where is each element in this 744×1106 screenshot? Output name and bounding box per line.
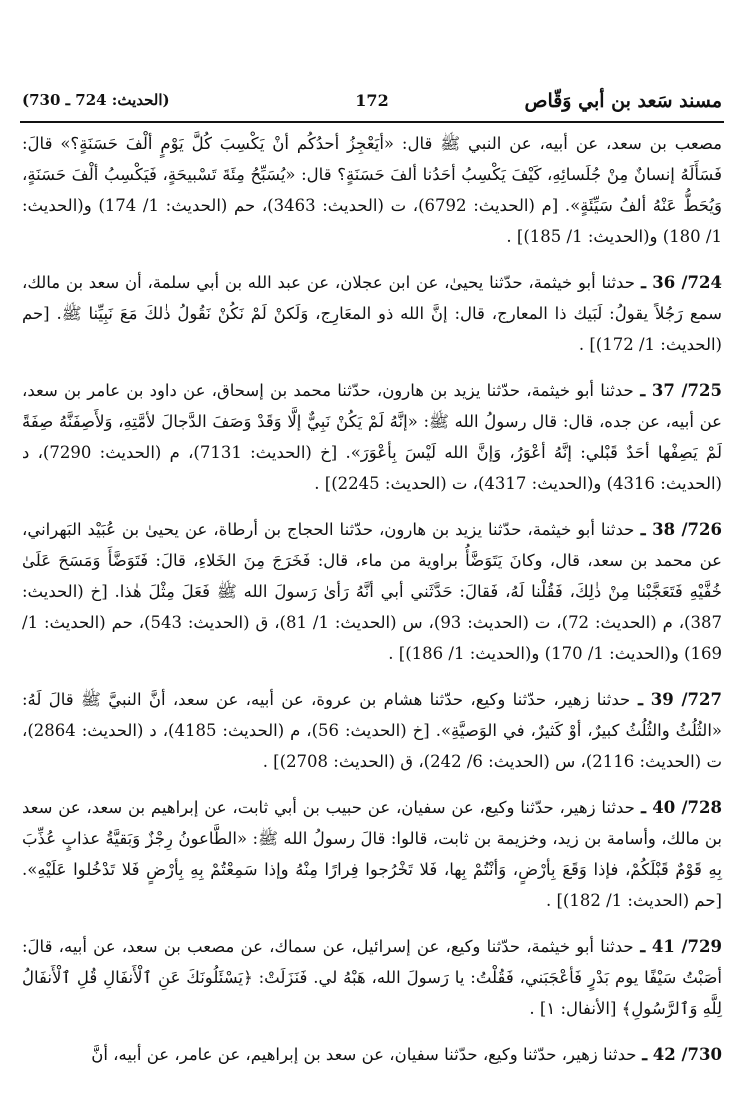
hadith-text: حدثنا أبو خيثمة، حدّثنا يزيد بن هارون، حدّثنا الحجاج بن أرطاة، عن يحيىٰ بن عُبَيْد البَهراني، عن محمد بن سعد، قال، وكانَ يَتَوَضَّأُ براوية من ماء، قال: فَخَرَجَ مِنَ الخَلاءِ، قالَ: فَتَوَضَّأَ وَمَسَحَ عَلَىٰ خُفَّيْهِ فَتَعَجَّبْنا مِنْ ذٰلِكَ، فَقُلْنا لَهُ، فَقالَ: حَدَّثَني أبي أنَّهُ رَأىٰ رَسولَ الله ﷺ فَعَلَ مِثْلَ هٰذا. [خ (الحديث: 387)، م (الحديث: 72)، ت (الحديث: 93)، س (الحديث: 1/ 81)، ق (الحديث: 543)، حم (الحديث: 1/ 169) و(الحديث: 1/ 170) و(الحديث: 1/ 186)] . (22, 520, 722, 663)
number-separator: ـ (633, 381, 652, 400)
number-separator: ـ (634, 273, 653, 292)
number-separator: ـ (633, 937, 652, 956)
page-body (22, 128, 722, 1070)
book-title: مسند سَعد بن أبي وَقّاص (524, 90, 722, 112)
number-separator: ـ (634, 520, 653, 539)
hadith-paragraph-730 (22, 1039, 722, 1070)
hadith-number: 725/ 37 (651, 381, 722, 400)
hadith-range: (الحديث: 724 ـ 730) (22, 91, 170, 109)
hadith-paragraph-724 (22, 267, 722, 360)
hadith-paragraph-729 (22, 931, 722, 1024)
hadith-paragraph-726 (22, 514, 722, 669)
hadith-text: حدثنا زهير، حدّثنا وكيع، حدّثنا هشام بن عروة، عن أبيه، عن سعد، أنَّ النبيَّ ﷺ قالَ لَهُ: «الثُلُثُ والثُلُثُ كبيرٌ، أوْ كَثيرٌ، في الوَصيَّةِ». [خ (الحديث: 56)، م (الحديث: 4185)، د (الحديث: 2864)، ت (الحديث: 2116)، س (الحديث: 6/ 242)، ق (الحديث: 2708)] . (22, 690, 722, 771)
header-rule (20, 121, 724, 123)
number-separator: ـ (630, 690, 651, 709)
hadith-text: حدثنا زهير، حدّثنا وكيع، حدّثنا سفيان، عن سعد بن إبراهيم، عن عامر، عن أبيه، أنَّ (91, 1045, 637, 1064)
page-header (22, 88, 722, 116)
hadith-number: 724/ 36 (652, 273, 722, 292)
hadith-paragraph-725 (22, 375, 722, 499)
hadith-number: 728/ 40 (652, 798, 722, 817)
hadith-number: 729/ 41 (651, 937, 722, 956)
hadith-text: حدثنا زهير، حدّثنا وكيع، عن سفيان، عن حبيب بن أبي ثابت، عن إبراهيم بن سعد، عن سعد بن مالك، وأسامة بن زيد، وخزيمة بن ثابت، قالوا: قالَ رسولُ الله ﷺ: «الطَّاعونُ رِجْزٌ وَبَقيَّةُ عذابٍ عُذِّبَ بِهِ قَوْمٌ قَبْلَكُمْ، فإذا وَقَعَ بِأرْضٍ، وَأنْتُمْ بِها، فَلا تَخْرُجوا فِرارًا مِنْهُ وإذا سَمِعْتُمْ بِهِ بِأرْضٍ فَلا تَدْخُلوا عَلَيْهِ». [حم (الحديث: 1/ 182)] . (22, 798, 722, 910)
hadith-paragraph-727 (22, 684, 722, 777)
hadith-paragraph-728 (22, 792, 722, 916)
hadith-text: حدثنا أبو خيثمة، حدّثنا يحيىٰ، عن ابن عجلان، عن عبد الله بن أبي سلمة، أن سعد بن مالك، سمع رَجُلاً يقولُ: لَبَيك ذا المعارج، قال: إنَّ الله ذو المعَارِج، وَلَكنْ لَمْ نَكُنْ نَقُولُ ذٰلكَ مَعَ نَبِيِّنا ﷺ. [حم (الحديث: 1/ 172)] . (22, 273, 722, 354)
number-separator: ـ (634, 798, 653, 817)
page-number: 172 (355, 91, 389, 110)
hadith-text: حدثنا أبو خيثمة، حدّثنا يزيد بن هارون، حدّثنا محمد بن إسحاق، عن داود بن عامر بن سعد، عن أبيه، عن جده، قال: قال رسولُ الله ﷺ: «إنَّهُ لَمْ يَكُنْ نَبِيٌّ إلَّا وَقَدْ وَصَفَ الدَّجالَ لأمَّتِهِ، وَلأَصِفَنَّهُ صِفَةً لَمْ يَصِفْها أحَدٌ قَبْلي: إنَّهُ أعْوَرُ، وَإنَّ الله لَيْسَ بِأعْوَرَ». [خ (الحديث: 7131)، م (الحديث: 7290)، د (الحديث: 4316) و(الحديث: 4317)، ت (الحديث: 2245)] . (22, 381, 722, 493)
hadith-number: 726/ 38 (652, 520, 722, 539)
number-separator: ـ (636, 1045, 653, 1064)
hadith-text: مصعب بن سعد، عن أبيه، عن النبي ﷺ قال: «أيَعْجِزُ أحدُكُم أنْ يَكْسِبَ كُلَّ يَوْمٍ ألْفَ حَسَنَةٍ؟» قالَ: فَسَأَلَهُ إنسانٌ مِنْ جُلَسائِهِ، كَيْفَ يَكْسِبُ أحَدُنا ألفَ حَسَنَةٍ؟ قال: «يُسَبِّحُ مِئَةَ تَسْبيحَةٍ، فَيَكْسِبُ ألْفَ حَسَنَةٍ، وَيُحَطُّ عَنْهُ ألفُ سَيِّئَةٍ». [م (الحديث: 6792)، ت (الحديث: 3463)، حم (الحديث: 1/ 174) و(الحديث: 1/ 180) و(الحديث: 1/ 185)] . (22, 134, 722, 246)
hadith-text: حدثنا أبو خيثمة، حدّثنا وكيع، عن إسرائيل، عن سماك، عن مصعب بن سعد، عن أبيه، قالَ: أصَبْتُ سَيْفًا يوم بَدْرٍ فَأعْجَبَني، فَقُلْتُ: يا رَسولَ الله، هَبْهُ لي. فَنَزَلَتْ: ﴿يَسْئَلُونَكَ عَنِ ٱلْأَنفَالِ قُلِ ٱلْأَنفَالُ لِلَّهِ وَٱلرَّسُولِ﴾ [الأنفال: ١] . (22, 937, 722, 1018)
hadith-number: 727/ 39 (650, 690, 722, 709)
hadith-number: 730/ 42 (652, 1045, 722, 1064)
hadith-paragraph-continuation (22, 128, 722, 252)
